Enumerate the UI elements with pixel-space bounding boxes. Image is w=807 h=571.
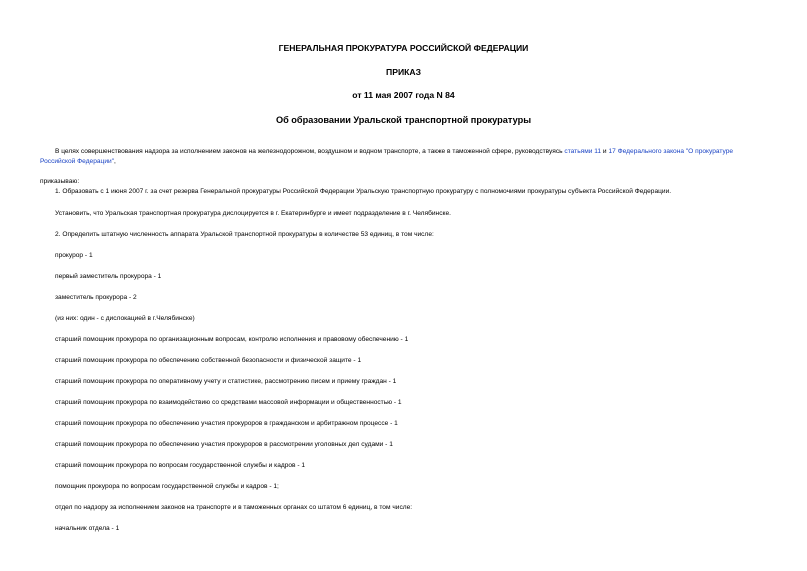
preamble-text: В целях совершенствования надзора за исполнением законов на железнодорожном, воздушном и водном транспорте, а также в таможенной сфере, руководствуясь [55, 148, 565, 155]
staff-item: первый заместитель прокурора - 1 [55, 273, 162, 280]
staff-item: старший помощник прокурора по взаимодействию со средствами массовой информации и общественностью - 1 [55, 399, 402, 406]
item-2: 2. Определить штатную численность аппарата Уральской транспортной прокуратуры в количестве 53 единиц, в том числе: [55, 231, 434, 238]
staff-item: начальник отдела - 1 [55, 525, 120, 532]
item-1: 1. Образовать с 1 июня 2007 г. за счет резерва Генеральной прокуратуры Российской Федерации Уральскую транспортную прокуратуру с полномочиями прокуратуры субъекта Российской Федерации. [55, 188, 672, 195]
staff-item: старший помощник прокурора по оперативному учету и статистике, рассмотрению писем и приему граждан - 1 [55, 378, 397, 385]
document-type-heading: ПРИКАЗ [386, 67, 421, 77]
staff-item: заместитель прокурора - 2 [55, 294, 137, 301]
preamble-conjunction: и [601, 148, 609, 155]
staff-item: отдел по надзору за исполнением законов на транспорте и в таможенных органах со штатом 6 единиц, в том числе: [55, 504, 413, 511]
organization-heading: ГЕНЕРАЛЬНАЯ ПРОКУРАТУРА РОССИЙСКОЙ ФЕДЕРАЦИИ [278, 43, 529, 53]
staff-item: старший помощник прокурора по вопросам государственной службы и кадров - 1 [55, 462, 306, 469]
item-1-location: Установить, что Уральская транспортная прокуратура дислоцируется в г. Екатеринбурге и имеет подразделение в г. Челябинске. [55, 210, 451, 217]
document-title: Об образовании Уральской транспортной прокуратуры [275, 115, 532, 125]
staff-item: помощник прокурора по вопросам государственной службы и кадров - 1; [55, 483, 279, 490]
preamble-paragraph: В целях совершенствования надзора за исполнением законов на железнодорожном, воздушном и водном транспорте, а также в таможенной сфере, руководствуясь статьями 11 и 17 Федерального закона "О прокуратуре Российской Федерации", [40, 148, 734, 165]
article-11-link[interactable]: статьями 11 [564, 148, 602, 155]
federal-law-link[interactable]: Федерального закона "О прокуратуре Российской Федерации" [40, 148, 734, 165]
staff-item: старший помощник прокурора по организационным вопросам, контролю исполнения и правовому обеспечению - 1 [55, 336, 409, 343]
document-date: от 11 мая 2007 года N 84 [352, 90, 455, 100]
article-17-link[interactable]: 17 [608, 148, 616, 155]
staff-item: старший помощник прокурора по обеспечению участия прокуроров в рассмотрении уголовных дел судами - 1 [55, 441, 393, 448]
staff-item: прокурор - 1 [55, 252, 93, 259]
order-word: приказываю: [40, 178, 80, 185]
staff-item: (из них: один - с дислокацией в г.Челябинске) [55, 315, 195, 322]
staff-item: старший помощник прокурора по обеспечению участия прокуроров в гражданском и арбитражном процессе - 1 [55, 420, 398, 427]
staff-item: старший помощник прокурора по обеспечению собственной безопасности и физической защите - 1 [55, 357, 362, 364]
